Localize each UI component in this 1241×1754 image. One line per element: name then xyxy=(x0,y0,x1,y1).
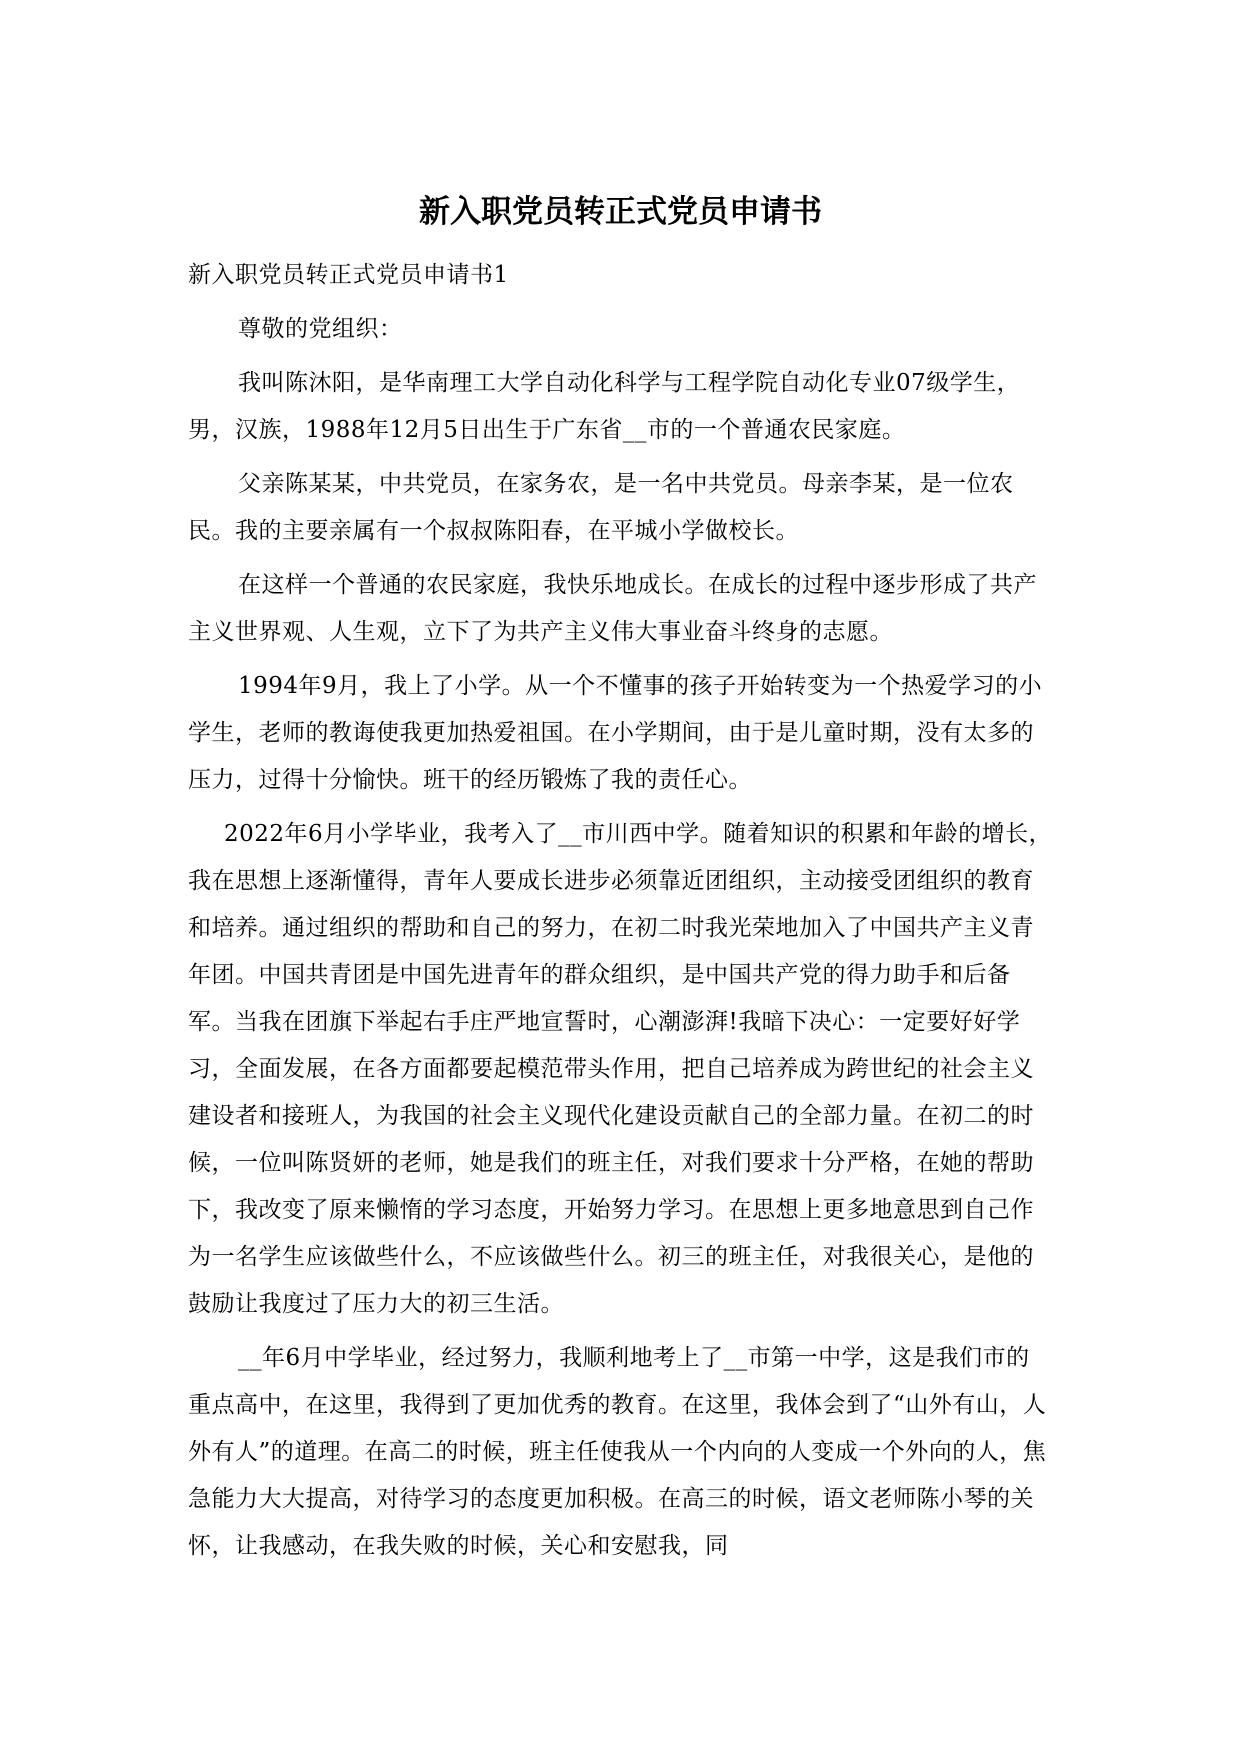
document-body xyxy=(188,252,1053,1577)
paragraph: 在这样一个普通的农民家庭，我快乐地成长。在成长的过程中逐步形成了共产主义世界观、人生观，立下了为共产主义伟大事业奋斗终身的志愿。 xyxy=(188,572,1037,645)
salutation: 尊敬的党组织： xyxy=(238,316,403,342)
paragraph: 我叫陈沐阳，是华南理工大学自动化科学与工程学院自动化专业07级学生，男，汉族，1988年12月5日出生于广东省__市的一个普通农民家庭。 xyxy=(188,370,1021,443)
document-title: 新入职党员转正式党员申请书 xyxy=(419,194,822,230)
document-subtitle: 新入职党员转正式党员申请书1 xyxy=(188,262,509,288)
paragraph: 父亲陈某某，中共党员，在家务农，是一名中共党员。母亲李某，是一位农民。我的主要亲属有一个叔叔陈阳春，在平城小学做校长。 xyxy=(188,471,1014,544)
paragraph: __年6月中学毕业，经过努力，我顺利地考上了__市第一中学，这是我们市的重点高中，在这里，我得到了更加优秀的教育。在这里，我体会到了“山外有山，人外有人”的道理。在高二的时候，班主任使我从一个内向的人变成一个外向的人，焦急能力大大提高，对待学习的态度更加积极。在高三的时候，语文老师陈小琴的关怀，让我感动，在我失败的时候，关心和安慰我，同 xyxy=(188,1345,1047,1559)
paragraph: 1994年9月，我上了小学。从一个不懂事的孩子开始转变为一个热爱学习的小学生，老师的教诲使我更加热爱祖国。在小学期间，由于是儿童时期，没有太多的压力，过得十分愉快。班干的经历锻炼了我的责任心。 xyxy=(188,673,1043,793)
paragraph: 2022年6月小学毕业，我考入了__市川西中学。随着知识的积累和年龄的增长，我在思想上逐渐懂得，青年人要成长进步必须靠近团组织，主动接受团组织的教育和培养。通过组织的帮助和自己的努力，在初二时我光荣地加入了中国共产主义青年团。中国共青团是中国先进青年的群众组织，是中国共产党的得力助手和后备军。当我在团旗下举起右手庄严地宣誓时，心潮澎湃!我暗下决心：一定要好好学习，全面发展，在各方面都要起模范带头作用，把自己培养成为跨世纪的社会主义建设者和接班人，为我国的社会主义现代化建设贡献自己的全部力量。在初二的时候，一位叫陈贤妍的老师，她是我们的班主任，对我们要求十分严格，在她的帮助下，我改变了原来懒惰的学习态度，开始努力学习。在思想上更多地意思到自己作为一名学生应该做些什么，不应该做些什么。初三的班主任，对我很关心，是他的鼓励让我度过了压力大的初三生活。 xyxy=(188,821,1053,1317)
